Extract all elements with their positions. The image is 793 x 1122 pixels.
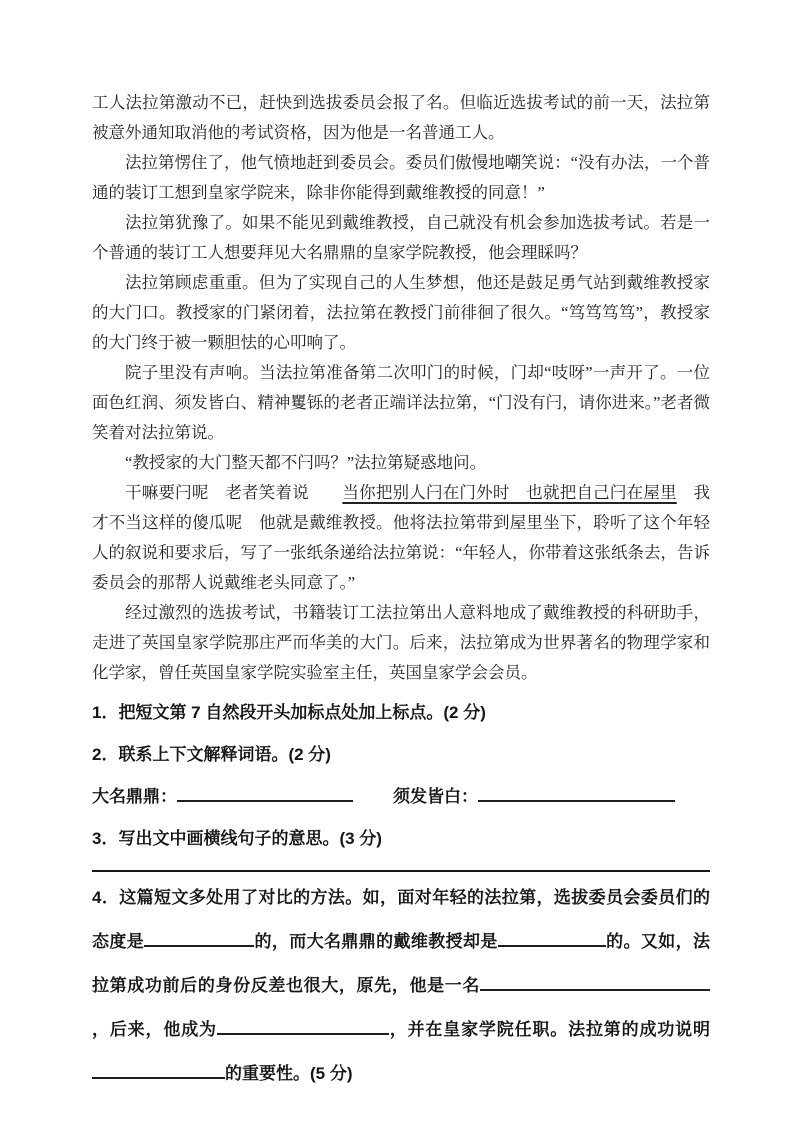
answer-blank-former-identity (480, 976, 710, 991)
passage-paragraph-3: 法拉第犹豫了。如果不能见到戴维教授，自己就没有机会参加选拔考试。若是一个普通的装订工人想要拜见大名鼎鼎的皇家学院教授，他会理睬吗？ (92, 213, 710, 262)
answer-blank-damingdingding (177, 787, 353, 802)
paragraph-7-text-before: 干嘛要闩呢 老者笑着说 (125, 483, 343, 502)
answer-blank-later-identity (217, 1020, 389, 1035)
answer-blank-attitude-davy (498, 932, 606, 947)
question-4-segment-1: 4．这篇短文多处用了对比的方法。如，面对年轻的法拉第，选拔委员会委员们的态度是 (92, 888, 710, 951)
passage-paragraph-4: 法拉第顾虑重重。但为了实现自己的人生梦想，他还是鼓足勇气站到戴维教授家的大门口。教授家的门紧闭着，法拉第在教授门前徘徊了很久。“笃笃笃笃”，教授家的大门终于被一颗胆怯的心叩响了。 (92, 273, 710, 352)
question-2: 2．联系上下文解释词语。(2 分) (92, 745, 331, 764)
paragraph-7-text-after: 我才不当这样的傻瓜呢 他就是戴维教授。他将法拉第带到屋里坐下，聆听了这个年轻人的叙说和要求后，写了一张纸条递给法拉第说：“年轻人，你带着这张纸条去，告诉委员会的那帮人说戴维老头同意了。” (92, 483, 711, 592)
question-4-segment-4: ，后来，他成为 (92, 1020, 217, 1039)
term-label-damingdingding: 大名鼎鼎： (92, 787, 177, 806)
answer-blank-attitude-committee (144, 932, 254, 947)
answer-blank-success-reason (92, 1064, 225, 1079)
question-3: 3．写出文中画横线句子的意思。(3 分) (92, 829, 382, 848)
question-4-segment-2: 的，而大名鼎鼎的戴维教授却是 (254, 932, 498, 951)
passage-paragraph-5: 院子里没有声响。当法拉第准备第二次叩门的时候，门却“吱呀”一声开了。一位面色红润、须发皆白、精神矍铄的老者正端详法拉第，“门没有闩，请你进来。”老者微笑着对法拉第说。 (92, 363, 710, 442)
passage-paragraph-7 (92, 478, 710, 598)
definition-blanks-row (92, 782, 710, 812)
question-4 (92, 876, 710, 1096)
section-divider (92, 870, 710, 872)
question-4-segment-6: 的重要性。(5 分) (225, 1064, 353, 1083)
passage-paragraph-6: “教授家的大门整天都不闩吗？”法拉第疑惑地问。 (125, 453, 487, 472)
passage-paragraph-1: 工人法拉第激动不已，赶快到选拔委员会报了名。但临近选拔考试的前一天，法拉第被意外通知取消他的考试资格，因为他是一名普通工人。 (92, 93, 710, 142)
reading-passage (92, 88, 710, 688)
underlined-sentence: 当你把别人闩在门外时 也就把自己闩在屋里 (342, 483, 677, 502)
passage-paragraph-2: 法拉第愣住了，他气愤地赶到委员会。委员们傲慢地嘲笑说：“没有办法，一个普通的装订工想到皇家学院来，除非你能得到戴维教授的同意！” (92, 153, 710, 202)
term-label-xufajiebai: 须发皆白： (393, 787, 478, 806)
question-1: 1．把短文第 7 自然段开头加标点处加上标点。(2 分) (92, 703, 486, 722)
passage-paragraph-8: 经过激烈的选拔考试，书籍装订工法拉第出人意料地成了戴维教授的科研助手，走进了英国皇家学院那庄严而华美的大门。后来，法拉第成为世界著名的物理学家和化学家，曾任英国皇家学院实验室主任，英国皇家学会会员。 (92, 603, 710, 682)
questions-section (92, 698, 710, 1096)
question-4-segment-3: 的。又如，法拉第成功前后的身份反差也很大，原先，他是一名 (92, 932, 710, 995)
answer-blank-xufajiebai (478, 787, 675, 802)
question-4-segment-5: ，并在皇家学院任职。法拉第的成功说明 (388, 1020, 711, 1039)
